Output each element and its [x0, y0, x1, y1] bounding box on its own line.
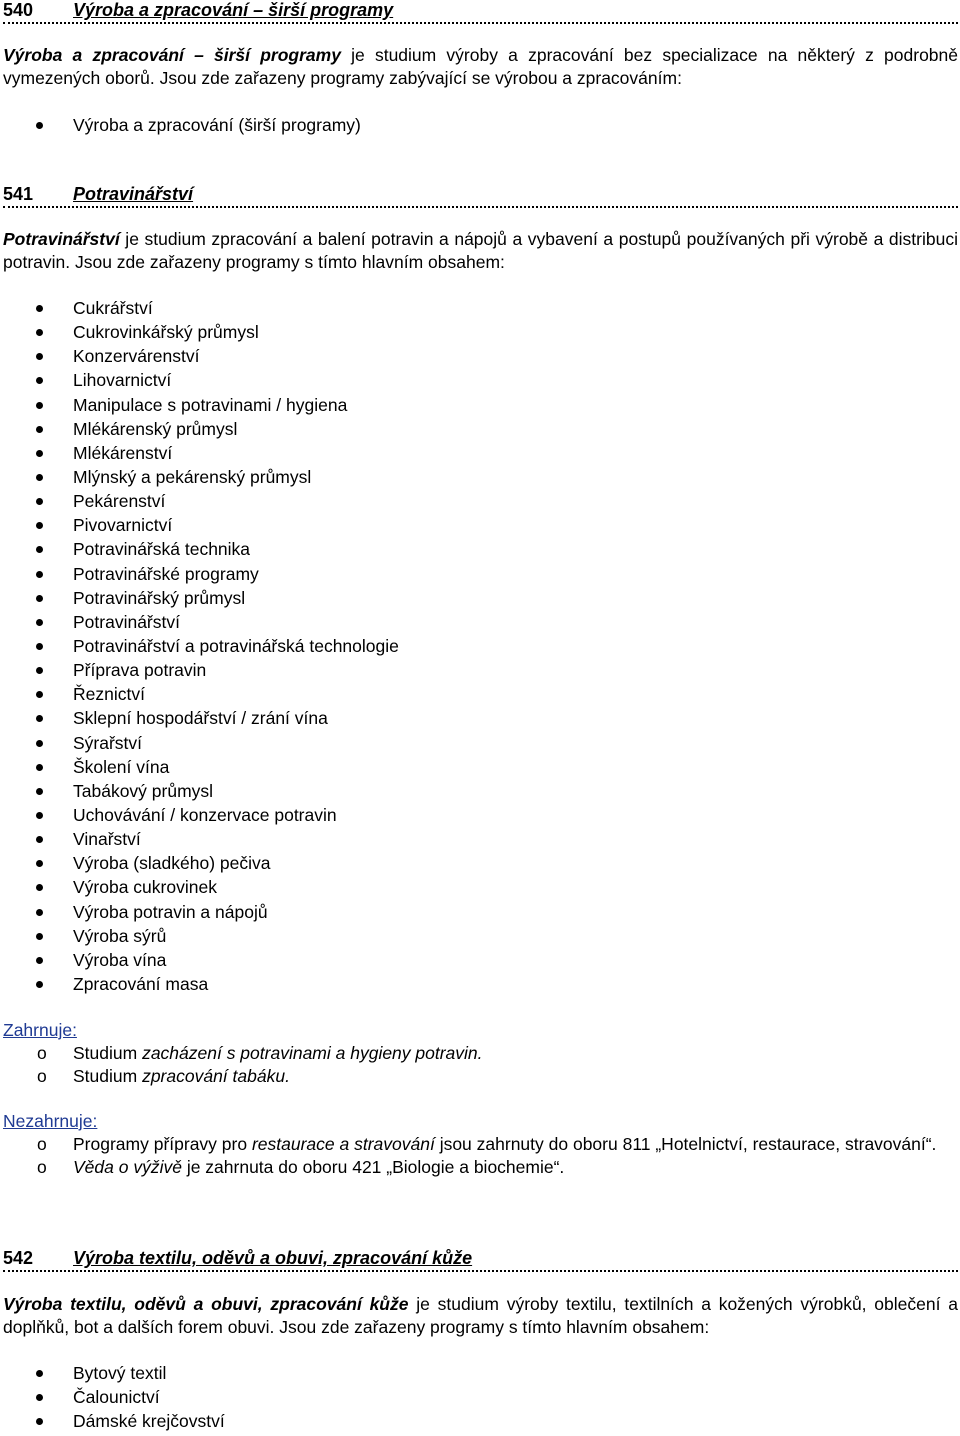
list-item	[0, 465, 940, 489]
note-emphasis: zpracování tabáku.	[142, 1066, 290, 1086]
bullet-icon	[36, 1418, 43, 1425]
note-text: je zahrnuta do oboru 421 „Biologie a biochemie“.	[181, 1157, 565, 1177]
section-542-intro	[3, 1293, 958, 1339]
list-item-text: Čalounictví	[73, 1387, 160, 1408]
list-item-text: Výroba (sladkého) pečiva	[73, 853, 271, 874]
section-540-heading	[3, 0, 958, 24]
bullet-icon	[36, 788, 43, 795]
bullet-icon	[36, 643, 43, 650]
note-emphasis: Věda o výživě	[73, 1157, 182, 1177]
intro-term: Výroba textilu, oděvů a obuvi, zpracování kůže	[3, 1294, 409, 1314]
bullet-icon	[36, 595, 43, 602]
note-text: Studium	[73, 1066, 143, 1086]
bullet-icon	[36, 498, 43, 505]
list-item-text: Konzervárenství	[73, 346, 200, 367]
bullet-icon	[36, 909, 43, 916]
list-item	[0, 1361, 940, 1385]
bullet-icon	[36, 740, 43, 747]
note-item	[0, 1156, 958, 1179]
list-item-text: Cukrářství	[73, 298, 153, 318]
list-item-text: Mlékárenský průmysl	[73, 418, 238, 439]
intro-text: je studium výroby textilu, textilních a kožených výrobků, oblečení a doplňků, bot a dalších forem obuvi. Jsou zde zařazeny programy s tímto hlavním obsahem:	[3, 1294, 958, 1337]
list-item-text: Výroba potravin a nápojů	[73, 901, 268, 922]
section-541-intro	[3, 228, 958, 274]
excludes-label: Nezahrnuje:	[3, 1111, 98, 1131]
list-item	[0, 779, 940, 803]
list-item	[0, 900, 940, 924]
bullet-icon	[36, 426, 43, 433]
bullet-icon	[36, 546, 43, 553]
list-item	[0, 562, 940, 586]
list-item	[0, 296, 940, 320]
note-emphasis: restaurace a stravování	[251, 1134, 435, 1154]
section-title: Výroba textilu, oděvů a obuvi, zpracování kůže	[73, 1248, 473, 1268]
list-item	[0, 875, 940, 899]
bullet-icon	[36, 884, 43, 891]
list-item	[0, 634, 940, 658]
note-text: jsou zahrnuty do oboru 811 „Hotelnictví, restaurace, stravování“.	[434, 1134, 937, 1154]
list-item	[0, 658, 940, 682]
note-marker: o	[37, 1066, 47, 1086]
intro-term: Potravinářství	[3, 229, 120, 249]
list-item	[0, 731, 940, 755]
note-marker: o	[37, 1134, 47, 1154]
list-item	[0, 489, 940, 513]
bullet-icon	[36, 1370, 43, 1377]
list-item	[0, 537, 940, 561]
list-item	[0, 682, 940, 706]
list-item-text: Potravinářské programy	[73, 563, 259, 584]
section-540-intro	[3, 44, 958, 90]
list-item	[0, 610, 940, 634]
bullet-icon	[36, 860, 43, 867]
bullet-icon	[36, 474, 43, 481]
bullet-icon	[36, 764, 43, 771]
list-item-text: Výroba vína	[73, 949, 167, 970]
list-item	[0, 803, 940, 827]
list-item-text: Cukrovinkářský průmysl	[73, 322, 259, 343]
bullet-icon	[36, 836, 43, 843]
note-item	[0, 1133, 958, 1156]
list-item	[0, 320, 940, 344]
list-item-text: Vinařství	[73, 829, 141, 850]
list-item-text: Výroba a zpracování (širší programy)	[73, 115, 361, 135]
section-title: Výroba a zpracování – širší programy	[73, 0, 394, 20]
list-item-text: Zpracování masa	[73, 973, 209, 994]
bullet-icon	[36, 691, 43, 698]
section-number: 540	[3, 0, 34, 20]
list-item	[0, 344, 940, 368]
section-540-list	[0, 113, 940, 137]
includes-list	[0, 1042, 958, 1088]
list-item	[0, 441, 940, 465]
includes-label: Zahrnuje:	[3, 1020, 77, 1040]
section-541-list	[0, 296, 940, 996]
list-item-text: Lihovarnictví	[73, 370, 172, 391]
section-542-heading	[3, 1248, 958, 1272]
section-542-list	[0, 1361, 940, 1433]
bullet-icon	[36, 122, 43, 129]
list-item-text: Dámské krejčovství	[73, 1411, 225, 1432]
list-item-text: Výroba sýrů	[73, 925, 167, 946]
bullet-icon	[36, 981, 43, 988]
bullet-icon	[36, 377, 43, 384]
bullet-icon	[36, 933, 43, 940]
bullet-icon	[36, 353, 43, 360]
list-item-text: Pekárenství	[73, 491, 166, 512]
list-item-text: Řeznictví	[73, 684, 145, 705]
list-item-text: Pivovarnictví	[73, 515, 173, 536]
list-item	[0, 1409, 940, 1433]
bullet-icon	[36, 812, 43, 819]
list-item	[0, 851, 940, 875]
list-item	[0, 972, 940, 996]
bullet-icon	[36, 402, 43, 409]
bullet-icon	[36, 667, 43, 674]
intro-term: Výroba a zpracování – širší programy	[3, 45, 341, 65]
list-item-text: Sklepní hospodářství / zrání vína	[73, 708, 328, 729]
list-item-text: Výroba cukrovinek	[73, 877, 217, 898]
note-item	[0, 1042, 958, 1065]
list-item	[0, 924, 940, 948]
list-item-text: Příprava potravin	[73, 660, 207, 681]
list-item-text: Potravinářství	[73, 611, 180, 632]
bullet-icon	[36, 450, 43, 457]
bullet-icon	[36, 619, 43, 626]
intro-text: je studium zpracování a balení potravin a nápojů a vybavení a postupů používaných při výrobě a distribuci potravin. Jsou zde zařazeny programy s tímto hlavním obsahem:	[3, 229, 958, 272]
note-item	[0, 1065, 958, 1088]
list-item	[0, 393, 940, 417]
list-item	[0, 368, 940, 392]
list-item-text: Potravinářská technika	[73, 539, 251, 560]
list-item-text: Potravinářský průmysl	[73, 587, 246, 608]
list-item-text: Mlýnský a pekárenský průmysl	[73, 466, 312, 487]
note-marker: o	[37, 1157, 47, 1177]
list-item	[0, 113, 940, 137]
bullet-icon	[36, 571, 43, 578]
list-item-text: Manipulace s potravinami / hygiena	[73, 394, 348, 415]
bullet-icon	[36, 305, 43, 312]
list-item	[0, 755, 940, 779]
list-item-text: Bytový textil	[73, 1363, 167, 1383]
list-item	[0, 586, 940, 610]
section-541-heading	[3, 184, 958, 208]
bullet-icon	[36, 957, 43, 964]
list-item	[0, 827, 940, 851]
list-item-text: Sýrařství	[73, 732, 143, 753]
list-item	[0, 706, 940, 730]
bullet-icon	[36, 715, 43, 722]
intro-text: je studium výroby a zpracování bez specializace na některý z podrobně vymezených oborů. Jsou zde zařazeny programy zabývající se výrobou a zpracováním:	[3, 45, 959, 88]
list-item-text: Mlékárenství	[73, 442, 173, 463]
section-title: Potravinářství	[73, 184, 194, 204]
list-item-text: Školení vína	[73, 756, 170, 777]
bullet-icon	[36, 522, 43, 529]
section-number: 542	[3, 1248, 34, 1268]
note-text: Studium	[73, 1043, 143, 1063]
note-text: Programy přípravy pro	[73, 1134, 252, 1154]
list-item	[0, 1385, 940, 1409]
excludes-list	[0, 1133, 958, 1179]
section-number: 541	[3, 184, 34, 204]
list-item	[0, 948, 940, 972]
bullet-icon	[36, 1394, 43, 1401]
note-marker: o	[37, 1043, 47, 1063]
list-item-text: Uchovávání / konzervace potravin	[73, 804, 337, 825]
list-item	[0, 417, 940, 441]
list-item	[0, 513, 940, 537]
bullet-icon	[36, 329, 43, 336]
list-item-text: Potravinářství a potravinářská technologie	[73, 635, 399, 656]
list-item-text: Tabákový průmysl	[73, 780, 214, 801]
note-emphasis: zacházení s potravinami a hygieny potravin.	[142, 1043, 483, 1063]
